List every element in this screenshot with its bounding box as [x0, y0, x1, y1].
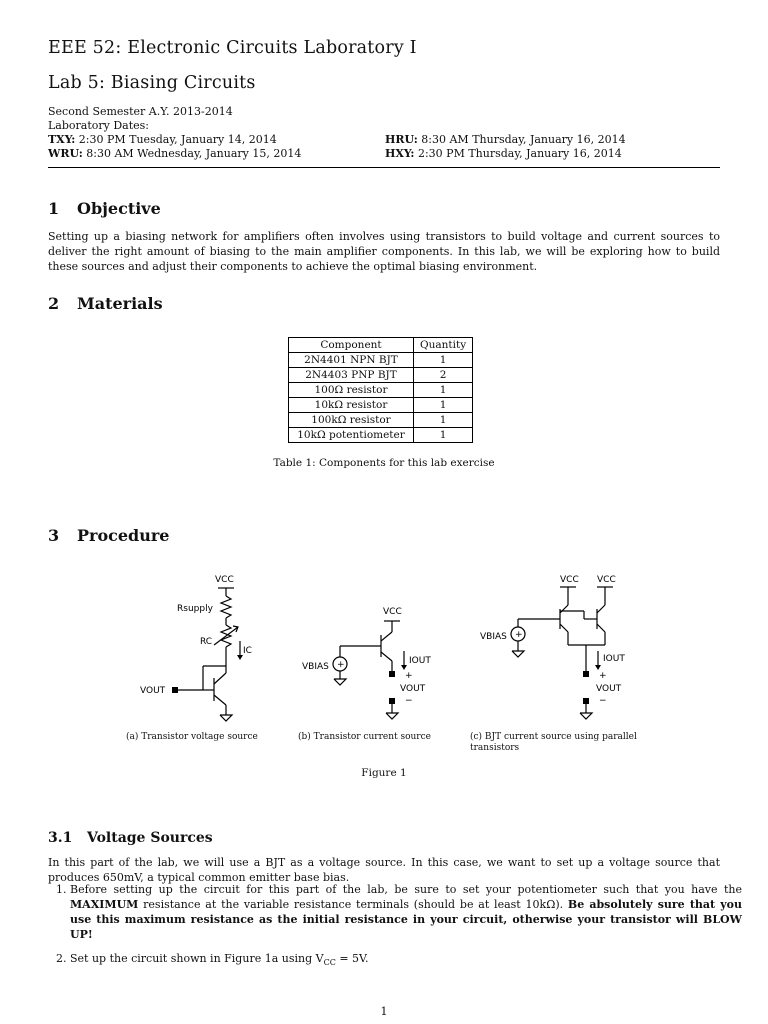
table-row: 10kΩ resistor 1: [289, 398, 473, 413]
table-header-row: [289, 338, 473, 353]
table-row: 100Ω resistor 1: [289, 383, 473, 398]
section-objective-heading: 1 Objective: [48, 199, 161, 218]
schedule-wru: WRU: 8:30 AM Wednesday, January 15, 2014: [48, 147, 302, 160]
lab-info: [48, 105, 301, 161]
label-iout-c: IOUT: [603, 654, 625, 664]
page-number: 1: [380, 1005, 388, 1018]
figure-circuits: [0, 565, 768, 730]
label-vcc-a: VCC: [215, 575, 234, 585]
list-item: 2. Set up the circuit shown in Figure 1a using $V_{CC} = 5V$.: [70, 951, 742, 970]
label-vcc-b: VCC: [383, 607, 402, 617]
label-vcc-c2: VCC: [597, 575, 616, 585]
table-row: 2N4401 NPN BJT 1: [289, 353, 473, 368]
dates-label: Laboratory Dates:: [48, 119, 150, 132]
section-voltage-sources-heading: 3.1 Voltage Sources: [48, 830, 213, 846]
label-iout-b: IOUT: [409, 656, 431, 666]
schedule-hru: HRU: 8:30 AM Thursday, January 16, 2014: [385, 133, 626, 146]
circuit-c: [511, 587, 613, 719]
objective-paragraph: Setting up a biasing network for amplifiers often involves using transistors to build voltage and current sources to deliver the right amount of biasing to the main amplifier components. In this lab, we will be exploring how to build these sources and adjust their components to achieve the optimal biasing environment.: [48, 230, 720, 273]
table-header-component: Component: [289, 338, 414, 353]
label-rsupply: Rsupply: [177, 604, 213, 614]
subcaption-b: (b) Transistor current source: [298, 732, 431, 742]
label-minus-b: −: [405, 696, 413, 706]
table-caption: Table 1: Components for this lab exercise: [273, 457, 495, 469]
procedure-steps: [48, 882, 742, 979]
label-vout-c: VOUT: [596, 684, 622, 694]
voltage-sources-paragraph: In this part of the lab, we will use a BJT as a voltage source. In this case, we want to set up a voltage source that produces 650mV, a typical common emitter base bias.: [48, 856, 720, 884]
schedule-hxy: HXY: 2:30 PM Thursday, January 16, 2014: [385, 147, 622, 160]
schedule-txy: TXY: 2:30 PM Tuesday, January 14, 2014: [48, 133, 277, 146]
lab-title: Lab 5: Biasing Circuits: [48, 73, 256, 93]
table-row: 2N4403 PNP BJT 2: [289, 368, 473, 383]
label-plus-b: +: [405, 671, 413, 681]
header-rule: [48, 167, 720, 168]
list-item: 1. Before setting up the circuit for this part of the lab, be sure to set your potentiometer such that you have the MAXIMUM resistance at the variable resistance terminals (should be at least 10kΩ). Be absolutely sure that you use this maximum resistance as the initial resistance in your circuit, otherwise your transistor will BLOW UP!: [70, 882, 742, 942]
course-title: EEE 52: Electronic Circuits Laboratory I: [48, 38, 417, 58]
label-vout-b: VOUT: [400, 684, 426, 694]
label-src-plus-b: +: [337, 660, 345, 670]
components-table: [288, 337, 473, 443]
label-vbias-c: VBIAS: [480, 632, 507, 642]
subcaption-c: (c) BJT current source using parallel transistors: [470, 732, 637, 753]
subcaption-a: (a) Transistor voltage source: [126, 732, 258, 742]
table-row: 10kΩ potentiometer 1: [289, 428, 473, 443]
label-src-plus-c: +: [515, 630, 523, 640]
section-materials-heading: 2 Materials: [48, 294, 163, 313]
label-vcc-c1: VCC: [560, 575, 579, 585]
label-plus-c: +: [599, 671, 607, 681]
lab-info-right: [385, 133, 626, 161]
section-procedure-heading: 3 Procedure: [48, 526, 170, 545]
semester-text: Second Semester A.Y. 2013-2014: [48, 105, 233, 118]
circuit-b: [333, 621, 404, 719]
label-vbias-b: VBIAS: [302, 662, 329, 672]
label-vout-a: VOUT: [140, 686, 166, 696]
figure-caption: Figure 1: [361, 767, 407, 779]
label-minus-c: −: [599, 696, 607, 706]
table-header-quantity: Quantity: [414, 338, 473, 353]
table-row: 100kΩ resistor 1: [289, 413, 473, 428]
label-rc: RC: [200, 637, 213, 647]
label-ic: IC: [243, 646, 252, 656]
